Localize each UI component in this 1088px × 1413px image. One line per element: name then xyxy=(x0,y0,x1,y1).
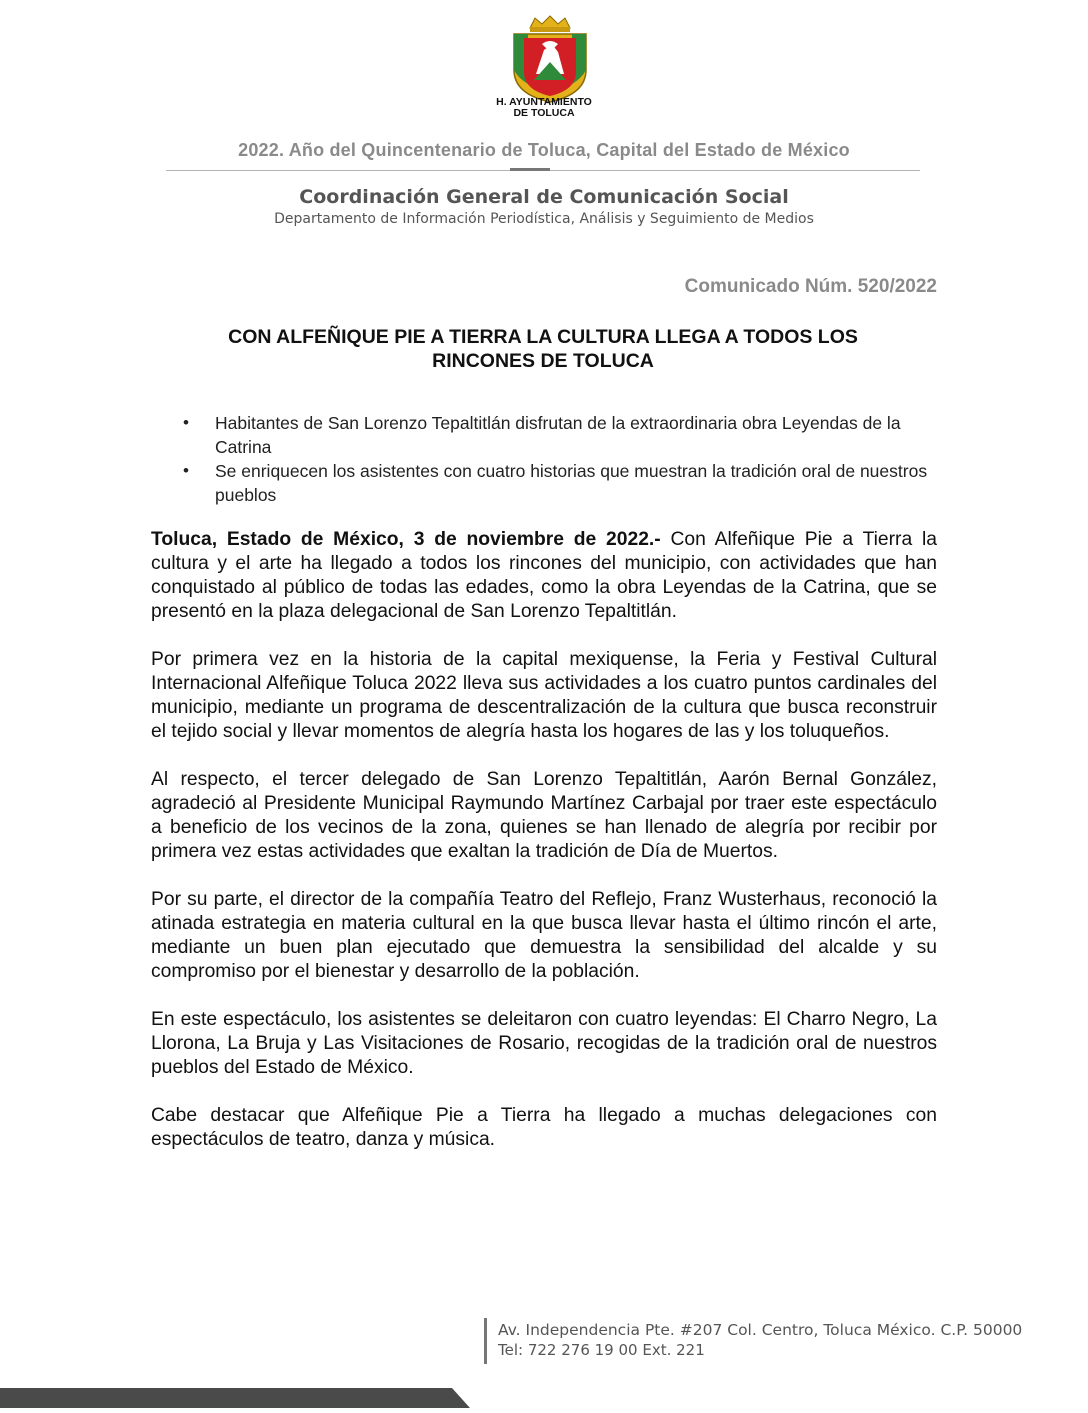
headline-line2: RINCONES DE TOLUCA xyxy=(432,350,654,372)
org-name-line1: H. AYUNTAMIENTO xyxy=(496,96,592,108)
paragraph xyxy=(151,528,937,624)
dateline: Toluca, Estado de México, 3 de noviembre de 2022.- xyxy=(151,529,661,550)
coordination-title: Coordinación General de Comunicación Social xyxy=(299,186,789,208)
headline xyxy=(170,325,916,373)
paragraph-text: Con Alfeñique Pie a Tierra la cultura y el arte ha llegado a todos los rincones del municipio, con actividades que han conquistado al público de todas las edades, como la obra Leyendas de la Catrina, que se presentó en la plaza delegacional de San Lorenzo Tepaltitlán. xyxy=(151,529,937,622)
header-divider-accent xyxy=(510,168,550,171)
article-body xyxy=(151,528,937,1176)
footer-address: Av. Independencia Pte. #207 Col. Centro, Toluca México. C.P. 50000 xyxy=(498,1321,1023,1339)
bullet-item xyxy=(180,411,940,459)
paragraph: Por su parte, el director de la compañía Teatro del Reflejo, Franz Wusterhaus, reconoció la atinada estrategia en materia cultural en la que busca llevar hasta el último rincón el arte, mediante un buen plan ejecutado que demuestra la sensibilidad del alcalde y su compromiso por el bienestar y desarrollo de la población. xyxy=(151,889,937,982)
bullet-text: Se enriquecen los asistentes con cuatro historias que muestran la tradición oral de nuestros pueblos xyxy=(215,461,928,505)
paragraph: Cabe destacar que Alfeñique Pie a Tierra ha llegado a muchas delegaciones con espectáculos de teatro, danza y música. xyxy=(151,1105,937,1150)
footer-band xyxy=(0,1388,470,1408)
paragraph: Al respecto, el tercer delegado de San Lorenzo Tepaltitlán, Aarón Bernal González, agradeció al Presidente Municipal Raymundo Martínez Carbajal por traer este espectáculo a beneficio de los vecinos de la zona, quienes se han llenado de alegría por recibir por primera vez estas actividades que exaltan la tradición de Día de Muertos. xyxy=(151,769,937,862)
paragraph: En este espectáculo, los asistentes se deleitaron con cuatro leyendas: El Charro Negro, La Llorona, La Bruja y Las Visitaciones de Rosario, recogidas de la tradición oral de nuestros pueblos del Estado de México. xyxy=(151,1009,937,1078)
paragraph: Por primera vez en la historia de la capital mexiquense, la Feria y Festival Cultural Internacional Alfeñique Toluca 2022 lleva sus actividades a los cuatro puntos cardinales del municipio, mediante un programa de descentralización de la cultura que busca reconstruir el tejido social y llevar momentos de alegría hasta los hogares de las y los toluqueños. xyxy=(151,649,937,742)
bullet-item xyxy=(180,459,940,507)
bullet-dot-icon: • xyxy=(183,413,189,432)
summary-bullets xyxy=(180,411,940,507)
footer-divider xyxy=(484,1318,487,1364)
year-motto: 2022. Año del Quincentenario de Toluca, Capital del Estado de México xyxy=(238,140,850,160)
toluca-coat-of-arms-icon xyxy=(500,14,600,104)
footer-phone: Tel: 722 276 19 00 Ext. 221 xyxy=(498,1341,705,1359)
department-subtitle: Departamento de Información Periodística, Análisis y Seguimiento de Medios xyxy=(274,211,814,227)
bullet-dot-icon: • xyxy=(183,461,189,480)
org-name xyxy=(480,97,608,119)
release-number: Comunicado Núm. 520/2022 xyxy=(684,276,937,297)
org-name-line2: DE TOLUCA xyxy=(513,107,575,119)
bullet-text: Habitantes de San Lorenzo Tepaltitlán disfrutan de la extraordinaria obra Leyendas de la Catrina xyxy=(215,413,901,457)
headline-line1: CON ALFEÑIQUE PIE A TIERRA LA CULTURA LLEGA A TODOS LOS xyxy=(228,326,858,348)
